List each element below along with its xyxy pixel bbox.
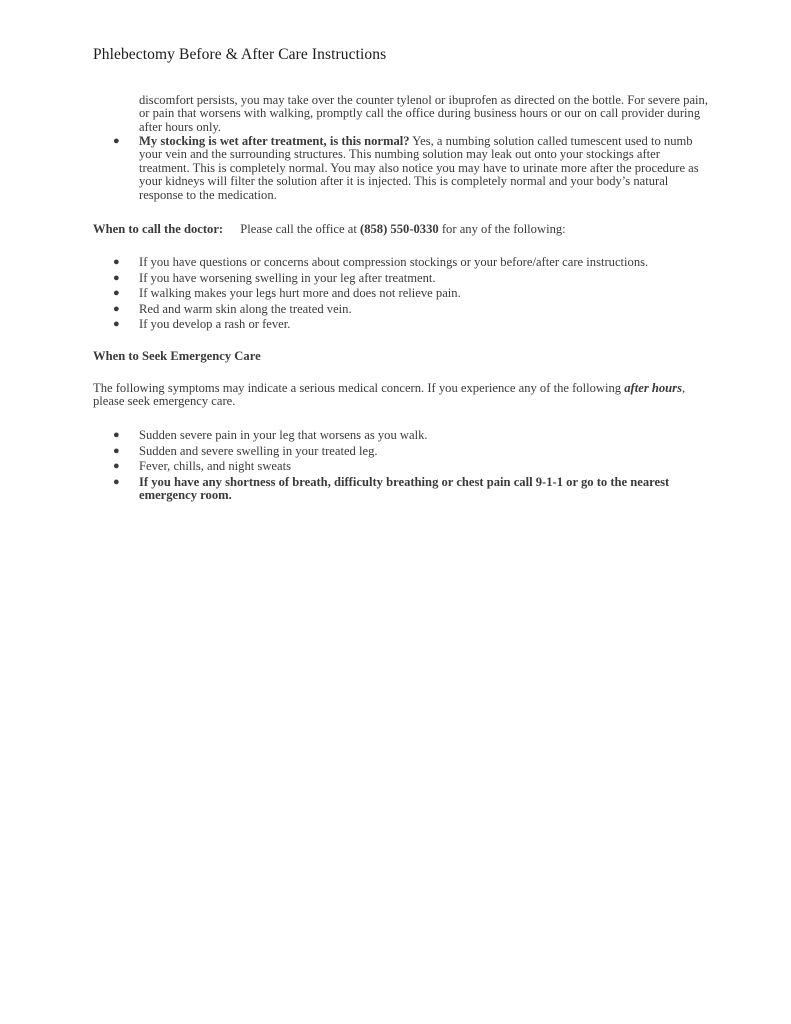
bullet-icon: ● — [113, 135, 120, 147]
list-item-text: Red and warm skin along the treated vein. — [139, 301, 352, 316]
list-item-text: Sudden severe pain in your leg that worsens as you walk. — [139, 428, 428, 442]
list-item-text: If you develop a rash or fever. — [139, 317, 291, 332]
list-item — [113, 255, 719, 269]
bullet-icon: ● — [113, 475, 120, 488]
list-item — [113, 459, 709, 474]
list-item-text: If you have questions or concerns about compression stockings or your before/after care instructions. — [139, 255, 649, 269]
emergency-para-emphasis: after hours — [624, 381, 682, 395]
call-doctor-row — [93, 223, 713, 236]
emergency-para-prefix: The following symptoms may indicate a serious medical concern. If you experience any of the following — [93, 381, 622, 395]
faq-question: My stocking is wet after treatment, is this normal? — [139, 134, 410, 148]
list-item — [113, 286, 719, 301]
bullet-icon: ● — [113, 429, 120, 441]
bullet-icon: ● — [113, 287, 120, 300]
call-doctor-intro-suffix: for any of the following: — [441, 222, 566, 236]
list-item-text: If walking makes your legs hurt more and does not relieve pain. — [139, 286, 461, 301]
continuation-paragraph: discomfort persists, you may take over the counter tylenol or ibuprofen as directed on the bottle. For severe pain, or pain that worsens with walking, promptly call the office during business hours or our on call provider during after hours only. — [139, 93, 709, 134]
bullet-icon: ● — [113, 444, 120, 457]
bullet-icon: ● — [113, 271, 120, 284]
bullet-icon: ● — [113, 302, 120, 315]
list-item — [113, 428, 709, 442]
bullet-icon: ● — [113, 256, 120, 268]
list-item — [113, 301, 719, 316]
bullet-icon: ● — [113, 460, 120, 473]
page-title: Phlebectomy Before & After Care Instructions — [93, 46, 387, 63]
faq-answer: Yes, a numbing solution called tumescent used to numb your vein and the surrounding structures. This numbing solution may leak out onto your stockings after treatment. This is completely normal. You may also notice you may have to urinate more after the procedure as your kidneys will filter the solution after it is injected. This is completely normal and your body’s natural response to the medication. — [139, 134, 699, 202]
emergency-heading: When to Seek Emergency Care — [93, 349, 261, 363]
call-doctor-list — [113, 255, 719, 334]
faq-item — [113, 134, 704, 202]
call-doctor-heading: When to call the doctor: — [93, 222, 224, 236]
list-item-text: Sudden and severe swelling in your treated leg. — [139, 443, 378, 458]
list-item — [113, 443, 709, 458]
emergency-para-suffix: , please seek emergency care. — [93, 381, 686, 409]
office-phone: (858) 550-0330 — [360, 222, 439, 236]
list-item — [113, 317, 719, 332]
urgent-item-text: If you have any shortness of breath, difficulty breathing or chest pain call 9-1-1 or go to the nearest emergency room. — [139, 474, 670, 503]
emergency-paragraph — [93, 382, 703, 409]
faq-list — [113, 134, 704, 202]
list-item-text: Fever, chills, and night sweats — [139, 459, 291, 474]
call-doctor-intro-prefix: Please call the office at — [240, 222, 357, 236]
bullet-icon: ● — [113, 318, 120, 331]
list-item-text: If you have worsening swelling in your leg after treatment. — [139, 270, 436, 285]
list-item-urgent — [113, 474, 709, 503]
list-item — [113, 270, 719, 285]
emergency-list — [113, 428, 709, 505]
